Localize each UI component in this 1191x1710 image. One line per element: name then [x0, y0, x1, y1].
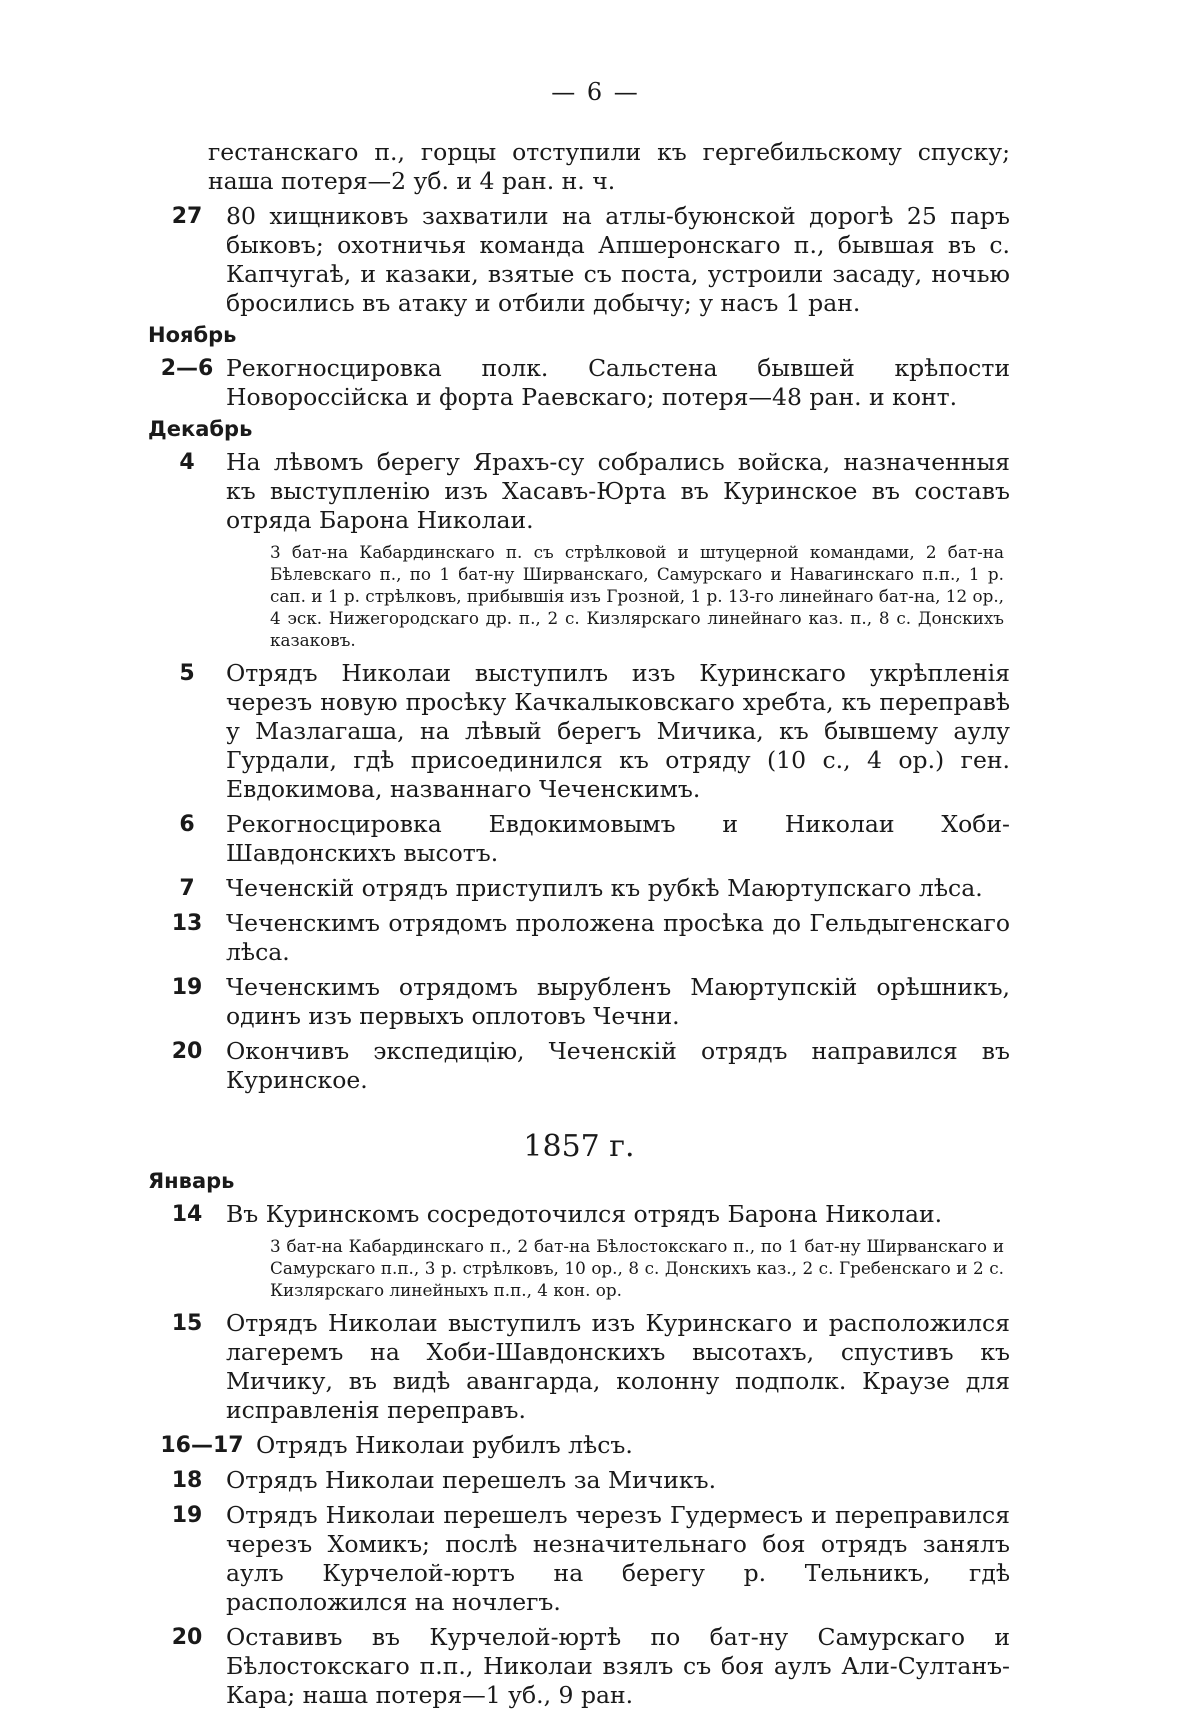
entry-date: 18: [171, 1468, 203, 1493]
troop-composition-note-december: 3 бат-на Кабардинскаго п. съ стрѣлковой и штуцерной командами, 2 бат-на Бѣлевскаго п., по 1 бат-ну Ширванскаго, Самурскаго и Навагинскаго п.п., 1 р. сап. и 1 р. стрѣлковъ, прибывшія изъ Грозной, 1 р. 13-го линейнаго бат-на, 12 ор., 4 эск. Нижегородскаго др. п., 2 с. Кизлярскаго линейнаго каз. п., 8 с. Донскихъ казаковъ.: [270, 542, 1004, 650]
entry-text: 80 хищниковъ захватили на атлы-буюнской дорогѣ 25 паръ быковъ; охотничья команда Апшеронскаго п., бывшая въ с. Капчугаѣ, и казаки, взятые съ поста, устроили засаду, ночью бросились въ атаку и отбили добычу; у насъ 1 ран.: [226, 202, 1010, 317]
entry-text: Оставивъ въ Курчелой-юртѣ по бат-ну Самурскаго и Бѣлостокскаго п.п., Николаи взялъ съ боя аулъ Али-Султанъ-Кара; наша потеря—1 уб., 9 ран.: [226, 1623, 1010, 1709]
entry-date: 16—17: [160, 1433, 244, 1458]
entry-december-19: [148, 973, 1010, 1031]
entry-december-7: [148, 874, 1010, 903]
entry-december-13: [148, 909, 1010, 967]
chronicle-content: [148, 138, 1010, 1710]
page-number: — 6 —: [551, 78, 640, 106]
entry-text: Отрядъ Николаи перешелъ черезъ Гудермесъ и переправился черезъ Хомикъ; послѣ незначительнаго боя отрядъ занялъ аулъ Курчелой-юртъ на берегу р. Тельникъ, гдѣ расположился на ночлегъ.: [226, 1501, 1010, 1616]
entry-text: Отрядъ Николаи выступилъ изъ Куринскаго укрѣпленія черезъ новую просѣку Качкалыковскаго хребта, къ переправѣ у Мазлагаша, на лѣвый берегъ Мичика, къ бывшему аулу Гурдали, гдѣ присоединился къ отряду (10 с., 4 ор.) ген. Евдокимова, названнаго Чеченскимъ.: [226, 659, 1010, 803]
entry-date: 14: [171, 1202, 203, 1227]
entry-date: 19: [171, 1503, 203, 1528]
entry-text: Рекогносцировка полк. Сальстена бывшей крѣпости Новороссійска и форта Раевскаго; потеря—48 ран. и конт.: [226, 354, 1010, 411]
entry-text: Окончивъ экспедицію, Чеченскій отрядъ направился въ Куринское.: [226, 1037, 1010, 1094]
month-heading-november: Ноябрь: [148, 323, 237, 347]
entry-text: Отрядъ Николаи выступилъ изъ Куринскаго и расположился лагеремъ на Хоби-Шавдонскихъ высотахъ, спустивъ къ Мичику, въ видѣ авангарда, колонну подполк. Краузе для исправленія переправъ.: [226, 1309, 1010, 1424]
entry-text: На лѣвомъ берегу Ярахъ-су собрались войска, назначенныя къ выступленію изъ Хасавъ-Юрта въ Куринское въ составъ отряда Барона Николаи.: [226, 448, 1010, 534]
year-heading: 1857 г.: [523, 1129, 635, 1164]
continuation-paragraph: гестанскаго п., горцы отступили къ гергебильскому спуску; наша потеря—2 уб. и 4 ран. н. ч.: [208, 138, 1010, 195]
entry-date: 27: [171, 204, 203, 229]
entry-december-6: [148, 810, 1010, 868]
entry-date: 5: [179, 661, 195, 686]
troop-composition-note-january: 3 бат-на Кабардинскаго п., 2 бат-на Бѣлостокскаго п., по 1 бат-ну Ширванскаго и Самурскаго п.п., 3 р. стрѣлковъ, 10 ор., 8 с. Донскихъ каз., 2 с. Гребенскаго и 2 с. Кизлярскаго линейныхъ п.п., 4 кон. ор.: [270, 1236, 1004, 1300]
entry-january-16-17: [148, 1431, 1010, 1460]
month-heading-january: Январь: [148, 1169, 235, 1193]
entry-date: 13: [171, 911, 203, 936]
entry-january-15: [148, 1309, 1010, 1425]
entry-december-4: [148, 448, 1010, 535]
entry-date: 7: [179, 876, 195, 901]
entry-27: [148, 202, 1010, 318]
entry-text: Отрядъ Николаи рубилъ лѣсъ.: [256, 1431, 633, 1459]
entry-date: 19: [171, 975, 203, 1000]
entry-date: 20: [171, 1625, 203, 1650]
entry-november-2-6: [148, 354, 1010, 412]
entry-december-20: [148, 1037, 1010, 1095]
entry-january-20: [148, 1623, 1010, 1710]
entry-date: 15: [171, 1311, 203, 1336]
entry-date: 2—6: [160, 356, 214, 381]
entry-text: Чеченскимъ отрядомъ проложена просѣка до Гельдыгенскаго лѣса.: [226, 909, 1010, 966]
entry-text: Рекогносцировка Евдокимовымъ и Николаи Хоби-Шавдонскихъ высотъ.: [226, 810, 1010, 867]
entry-text: Отрядъ Николаи перешелъ за Мичикъ.: [226, 1466, 717, 1494]
entry-date: 6: [179, 812, 195, 837]
entry-january-14: [148, 1200, 1010, 1229]
entry-december-5: [148, 659, 1010, 804]
entry-text: Чеченскій отрядъ приступилъ къ рубкѣ Маюртупскаго лѣса.: [226, 874, 983, 902]
entry-date: 4: [179, 450, 195, 475]
entry-january-18: [148, 1466, 1010, 1495]
month-heading-december: Декабрь: [148, 417, 253, 441]
entry-text: Чеченскимъ отрядомъ вырубленъ Маюртупскій орѣшникъ, одинъ изъ первыхъ оплотовъ Чечни.: [226, 973, 1010, 1030]
entry-text: Въ Куринскомъ сосредоточился отрядъ Барона Николаи.: [226, 1200, 943, 1228]
entry-january-19: [148, 1501, 1010, 1617]
entry-date: 20: [171, 1039, 203, 1064]
